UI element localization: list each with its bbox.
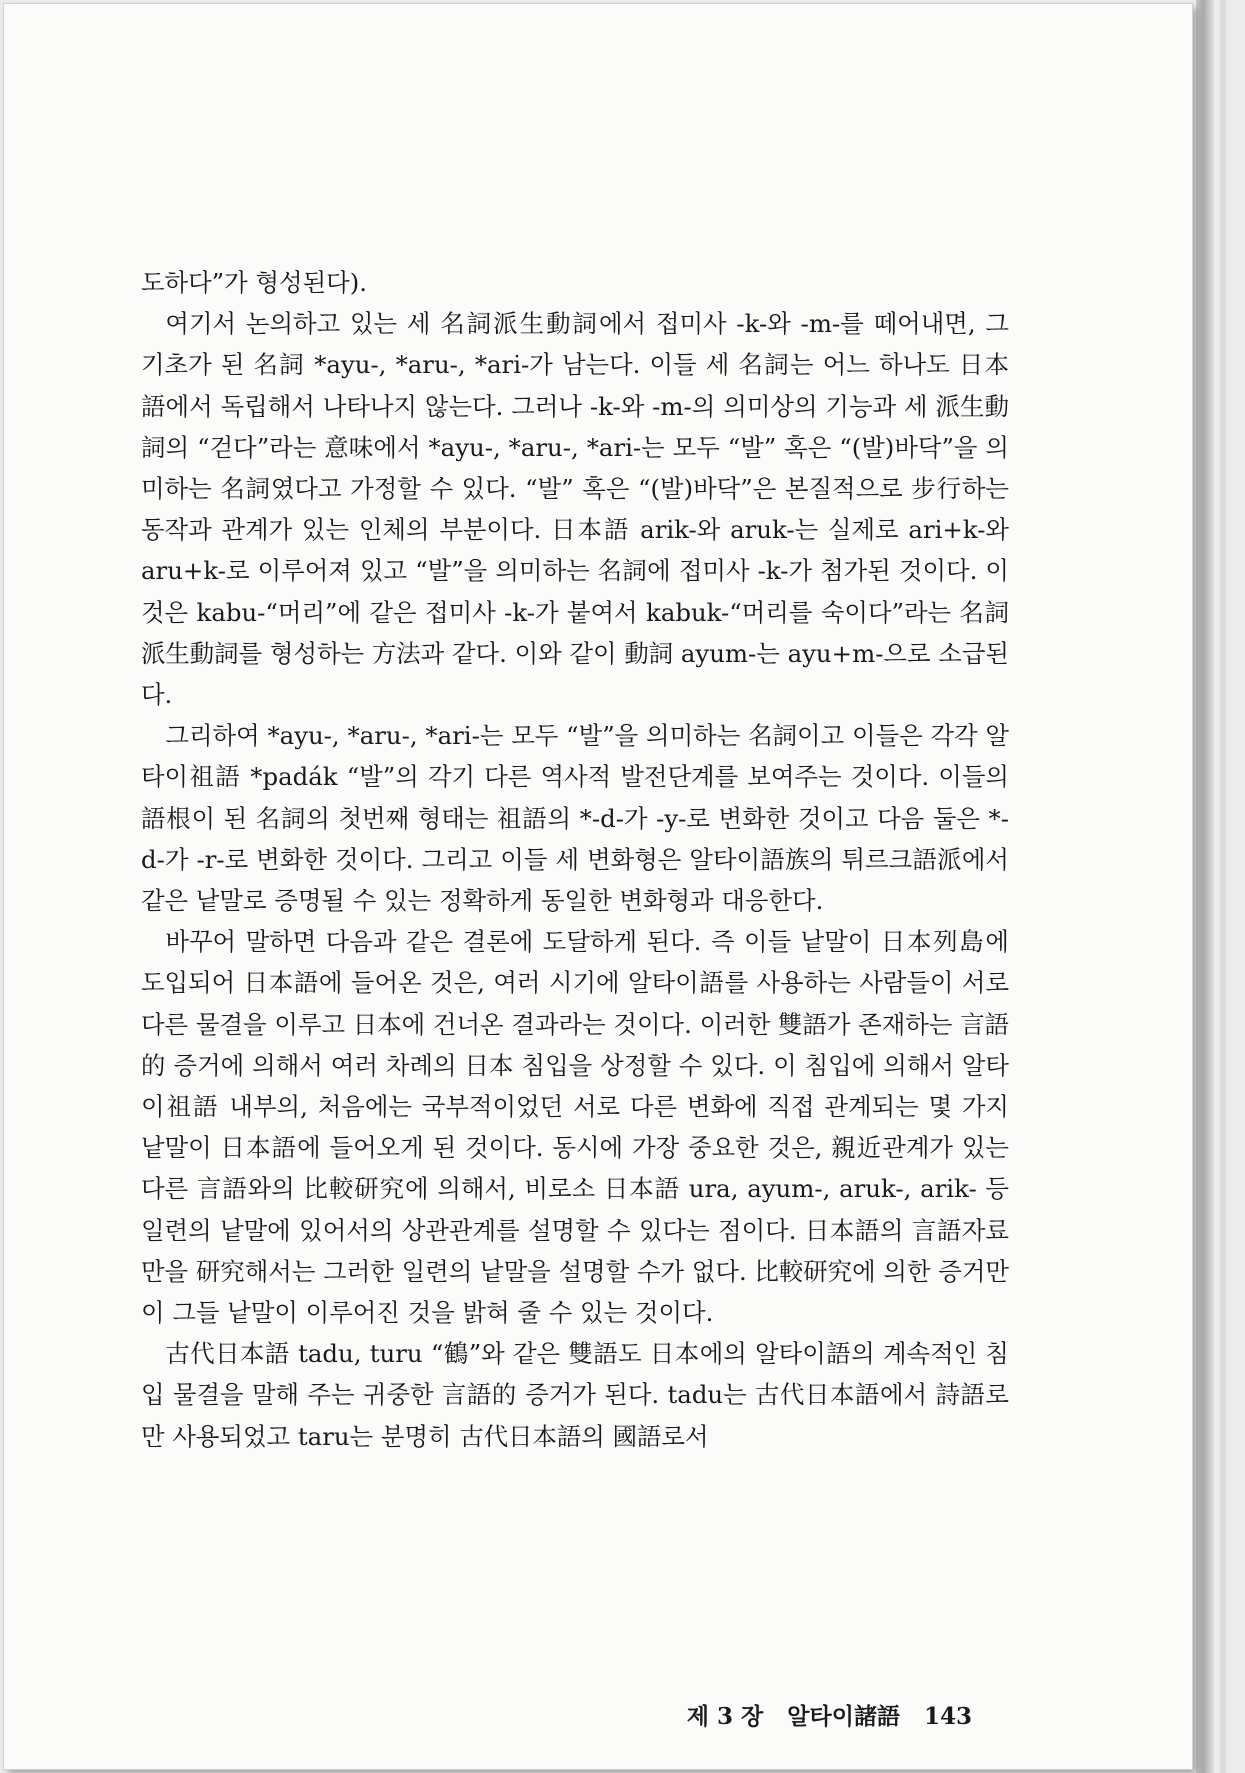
paragraph: 古代日本語 tadu, turu “鶴”와 같은 雙語도 日本에의 알타이語의 계속적인 침입 물결을 말해 주는 귀중한 言語的 증거가 된다. tadu는 古代日本語에서 詩語로만 사용되었고 taru는 분명히 古代日本語의 國語로서 [141, 1339, 1009, 1451]
page-stack-edge-outer [1220, 0, 1226, 1773]
chapter-title: 알타이諸語 [787, 1703, 900, 1730]
book-page [4, 4, 1192, 1769]
body-text [141, 262, 1009, 1457]
paragraph: 여기서 논의하고 있는 세 名詞派生動詞에서 접미사 -k-와 -m-를 떼어내면, 그 기초가 된 名詞 *ayu-, *aru-, *ari-가 남는다. 이들 세 名詞는 어느 하나도 日本語에서 독립해서 나타나지 않는다. 그러나 -k-와 -m-의 의미상의 기능과 세 派生動詞의 “걷다”라는 意味에서 *ayu-, *aru-, *ari-는 모두 “발” 혹은 “(발)바닥”을 의미하는 名詞였다고 가정할 수 있다. “발” 혹은 “(발)바닥”은 본질적으로 步行하는 동작과 관계가 있는 인체의 부분이다. 日本語 arik-와 aruk-는 실제로 ari+k-와 aru+k-로 이루어져 있고 “발”을 의미하는 名詞에 접미사 -k-가 첨가된 것이다. 이것은 kabu-“머리”에 같은 접미사 -k-가 붙여서 kabuk-“머리를 숙이다”라는 名詞派生動詞를 형성하는 方法과 같다. 이와 같이 動詞 ayum-는 ayu+m-으로 소급된다. [141, 309, 1009, 710]
chapter-label: 제 3 장 [686, 1703, 764, 1730]
page-number: 143 [923, 1703, 972, 1730]
running-footer [687, 1698, 972, 1731]
page-stack-edge [1196, 0, 1214, 1773]
paragraph: 그리하여 *ayu-, *aru-, *ari-는 모두 “발”을 의미하는 名詞이고 이들은 각각 알타이祖語 *padák “발”의 각기 다른 역사적 발전단계를 보여주는 것이다. 이들의 語根이 된 名詞의 첫번째 형태는 祖語의 *-d-가 -y-로 변화한 것이고 다음 둘은 *-d-가 -r-로 변화한 것이다. 그리고 이들 세 변화형은 알타이語族의 튀르크語派에서 같은 낱말로 증명될 수 있는 정확하게 동일한 변화형과 대응한다. [141, 721, 1009, 916]
paragraph: 바꾸어 말하면 다음과 같은 결론에 도달하게 된다. 즉 이들 낱말이 日本列島에 도입되어 日本語에 들어온 것은, 여러 시기에 알타이語를 사용하는 사람들이 서로 다른 물결을 이루고 日本에 건너온 결과라는 것이다. 이러한 雙語가 존재하는 言語的 증거에 의해서 여러 차례의 日本 침입을 상정할 수 있다. 이 침입에 의해서 알타이祖語 내부의, 처음에는 국부적이었던 서로 다른 변화에 직접 관계되는 몇 가지 낱말이 日本語에 들어오게 된 것이다. 동시에 가장 중요한 것은, 親近관계가 있는 다른 言語와의 比較研究에 의해서, 비로소 日本語 ura, ayum-, aruk-, arik- 등 일련의 낱말에 있어서의 상관관계를 설명할 수 있다는 점이다. 日本語의 言語자료만을 研究해서는 그러한 일련의 낱말을 설명할 수가 없다. 比較研究에 의한 증거만이 그들 낱말이 이루어진 것을 밝혀 줄 수 있는 것이다. [141, 927, 1009, 1328]
paragraph-continued: 도하다”가 형성된다). [141, 268, 367, 297]
